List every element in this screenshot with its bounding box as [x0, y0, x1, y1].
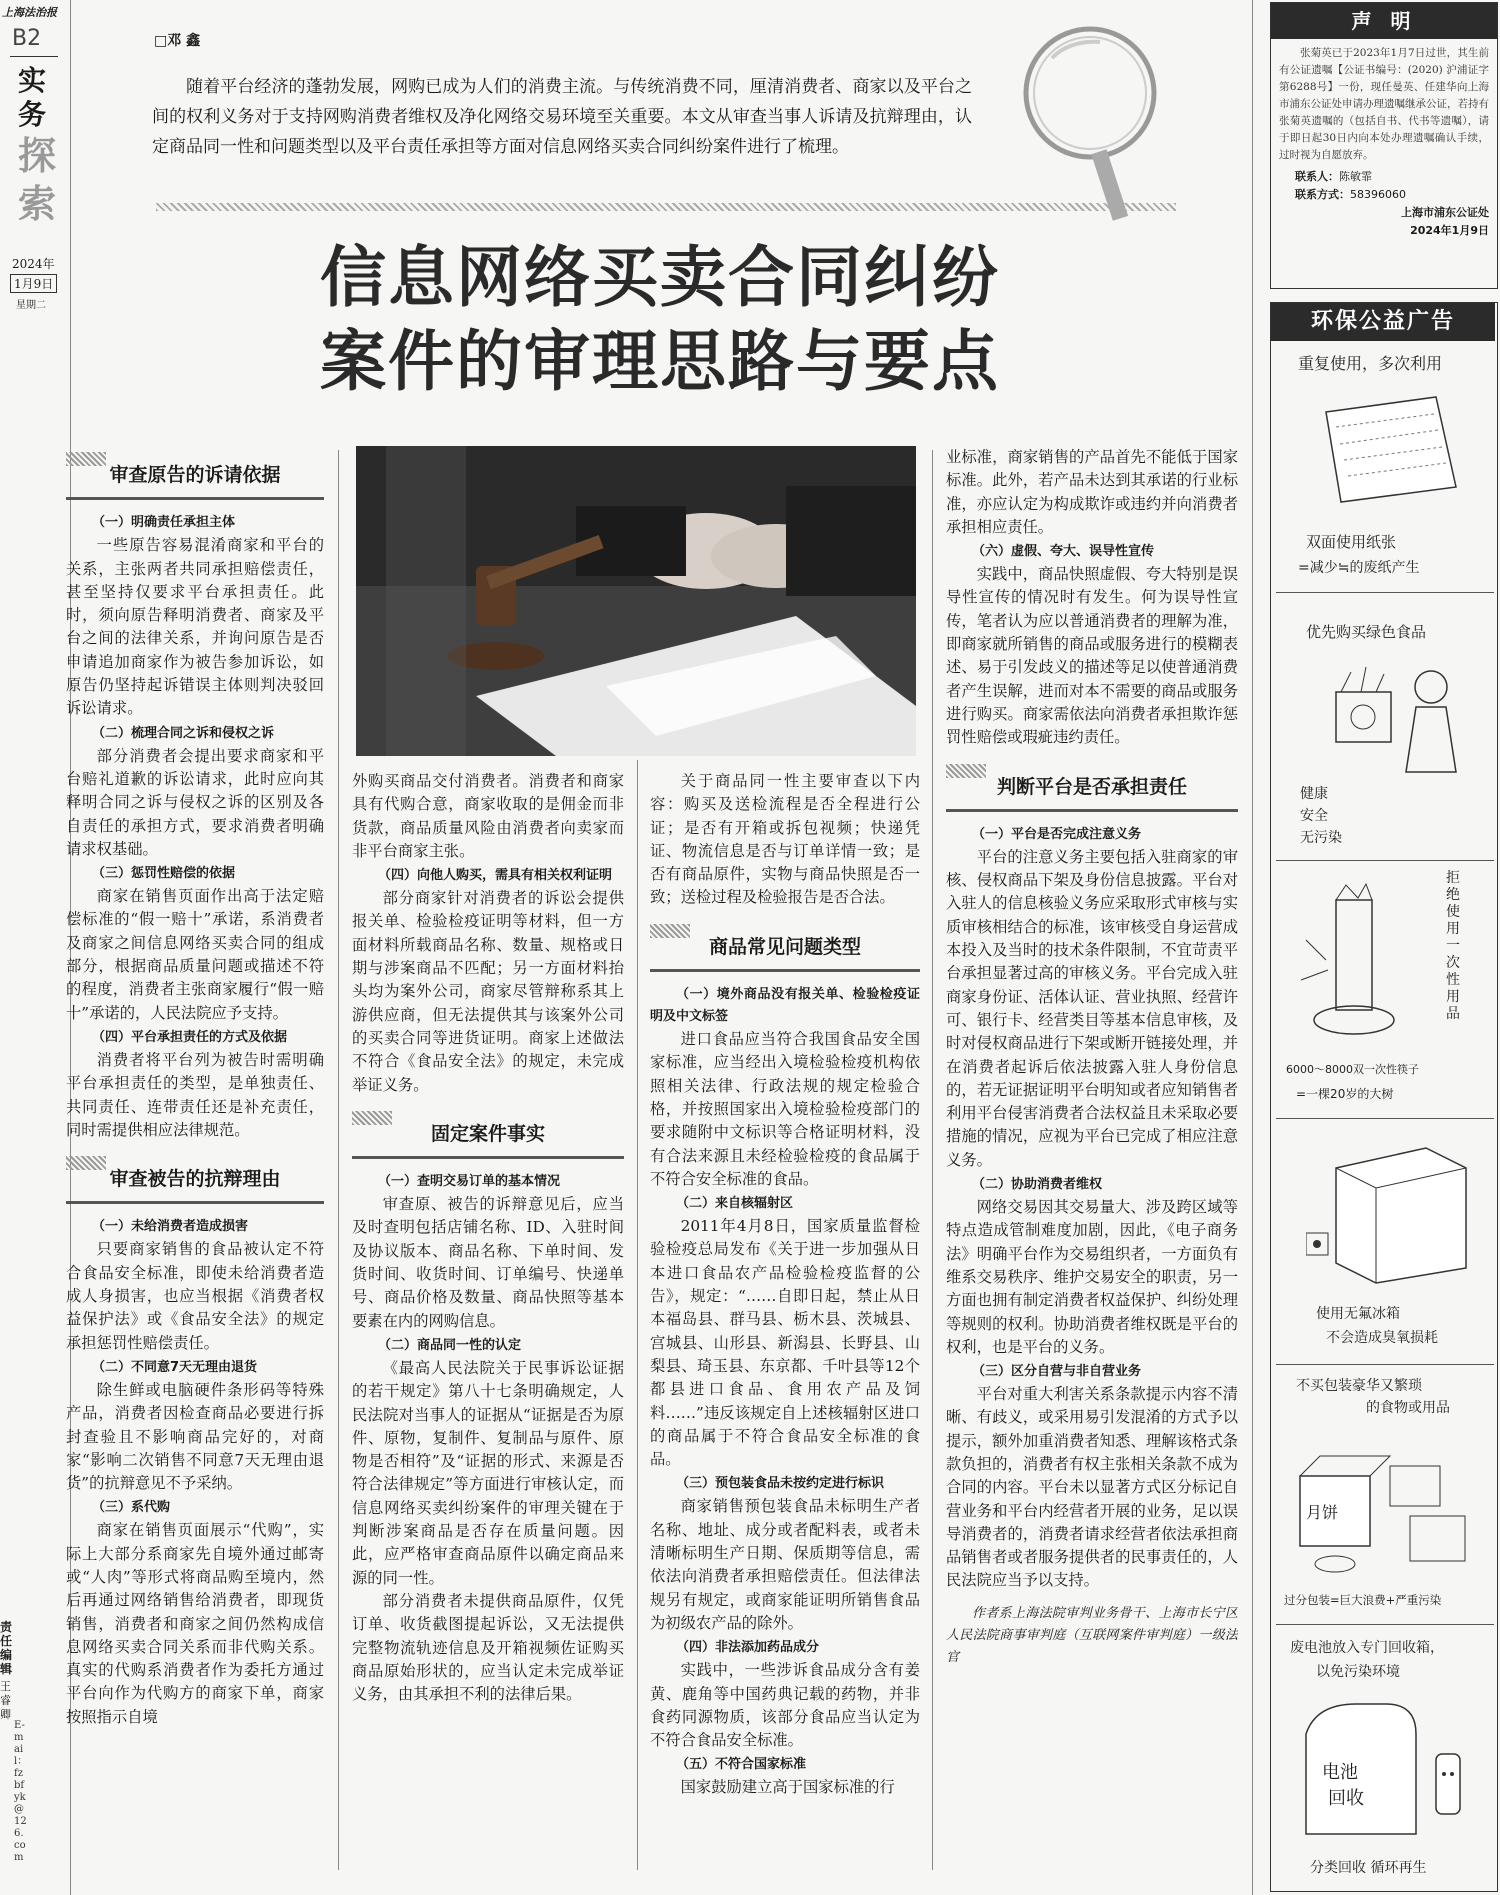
subsection-title: （二）协助消费者维权	[972, 1177, 1103, 1193]
subsection-title: （六）虚假、夸大、误导性宣传	[972, 544, 1155, 560]
headline-line-1: 信息网络买卖合同纠纷	[320, 239, 1000, 316]
subsection-title: （三）系代购	[92, 1500, 171, 1516]
subsection-title: （三）惩罚性赔偿的依据	[92, 866, 236, 882]
paragraph: 《最高人民法院关于民事诉讼证据的若干规定》第八十七条明确规定，人民法院对当事人的证据从“证据是否为原件、原物，复制件、复制品与原件、原物是否相符”及“证据的形式、来源是否符合法律规定”等方面进行审核认定，而信息网络买卖纠纷案件的审理关键在于判断涉案商品是否存在质量问题。因此，应严格审查商品原件以确定商品来源的同一性。	[352, 1358, 624, 1587]
weekday: 星期二	[16, 300, 46, 311]
ad-panel-chopsticks	[1276, 860, 1494, 1119]
subsection-title: （五）不符合国家标准	[676, 1757, 807, 1773]
lead-paragraph: 随着平台经济的蓬勃发展，网购已成为人们的消费主流。与传统消费不同，厘清消费者、商家以及平台之间的权利义务对于支持网购消费者维权及净化网络交易环境至关重要。本文从审查当事人诉请及抗辩理由，认定商品同一性和问题类型以及平台责任承担等方面对信息网络买卖合同纠纷案件进行了梳理。	[152, 77, 972, 157]
phone-label: 联系方式：	[1295, 188, 1350, 201]
header-divider	[156, 203, 1176, 211]
headline	[280, 236, 1040, 404]
paragraph: 只要商家销售的食品被认定不符合食品安全标准，即使未给消费者造成人身损害，也应当根据《消费者权益保护法》或《食品安全法》的规定承担惩罚性赔偿责任。	[66, 1240, 324, 1352]
section-heading: 判断平台是否承担责任	[946, 764, 1238, 812]
subsection-title: （一）查明交易订单的基本情况	[378, 1174, 561, 1190]
subsection-title: （二）不同意7天无理由退货	[92, 1359, 258, 1375]
paragraph: 部分商家针对消费者的诉讼会提供报关单、检验检疫证明等材料，但一方面材料所载商品名称、数量、规格或日期与涉案商品不匹配；另一方面材料抬头均为案外公司，商家尽管辩称系其上游供应商，但无法提供其与该案外公司的买卖合同等进货证明。商家上述做法不符合《食品安全法》的规定，未完成举证义务。	[352, 889, 624, 1094]
paper-logo: 上海法治报	[2, 6, 57, 19]
section-heading: 审查被告的抗辩理由	[66, 1156, 324, 1204]
ad-char: 一	[1446, 938, 1460, 954]
masthead	[0, 0, 70, 1895]
ad-char: 拒	[1446, 870, 1460, 886]
section-name	[18, 64, 57, 228]
paragraph: 国家鼓励建立高于国家标准的行	[680, 1778, 895, 1797]
paragraph: 2011年4月8日，国家质量监督检验检疫总局发布《关于进一步加强从日本进口食品农产品检验检疫监督的公告》，规定：“……自即日起，禁止从日本福岛县、群马县、栃木县、茨城县、宫城县、山形县、新潟县、长野县、山梨县、琦玉县、东京都、千叶县等12个都县进口食品、食用农产品及饲料……”违反该规定自上述核辐射区进口的商品属于不符合食品安全标准的食品。	[650, 1217, 920, 1469]
ad-caption: 以免污染环境	[1316, 1664, 1400, 1680]
vertical-slogan	[1446, 870, 1464, 1023]
ad-char: 次	[1446, 955, 1460, 971]
ad-caption: 的食物或用品	[1366, 1400, 1450, 1416]
column-2	[352, 770, 624, 1882]
paragraph: 实践中，商品快照虚假、夸大特别是误导性宣传的情况时有发生。何为误导性宣传，笔者认为应以普通消费者的理解为准，即商家就所销售的商品或服务进行的模糊表述、易于引发歧义的描述等足以使普通消费者产生误解，进而对本不需要的商品或服务进行购买。商家需依法向消费者承担欺诈惩罚性赔偿或瑕疵违约责任。	[946, 565, 1238, 747]
ad-panel-paper	[1276, 342, 1494, 593]
mooncake-label: 月饼	[1306, 1503, 1339, 1522]
section-heading: 商品常见问题类型	[650, 924, 920, 972]
paragraph: 进口食品应当符合我国食品安全国家标准，应当经出入境检验检疫机构依照相关法律、行政法规的规定检验合格，并按照国家出入境检验检疫部门的要求随附中文标识等合格证明材料，没有合法来源且未经检验检疫的食品属于不符合安全标准的食品。	[650, 1030, 920, 1188]
ad-caption: 重复使用，多次利用	[1298, 354, 1443, 373]
ad-caption: 无污染	[1300, 830, 1342, 846]
bin-label: 电池	[1322, 1762, 1358, 1783]
page-number: B2	[12, 26, 42, 51]
ad-panel-fridge	[1276, 1118, 1494, 1365]
subsection-title: （一）境外商品没有报关单、检验检疫证明及中文标签	[650, 987, 920, 1025]
ad-panel-green-food	[1276, 592, 1494, 861]
paragraph: 消费者将平台列为被告时需明确平台承担责任的类型，是单独责任、共同责任、连带责任还是补充责任，同时需提供相应法律规范。	[66, 1050, 324, 1139]
ad-caption: 健康	[1300, 786, 1328, 802]
headline-line-2: 案件的审理思路与要点	[320, 323, 1000, 400]
date-year: 2024年	[12, 257, 55, 271]
paragraph: 业标准，商家销售的产品首先不能低于国家标准。此外，若产品未达到其承诺的行业标准，亦应认定为构成欺诈或违约并向消费者承担相应责任。	[946, 448, 1238, 536]
paragraph: 商家在销售页面展示“代购”，实际上大部分系商家先自境外通过邮寄或“人肉”等形式将商品购至境内，然后再通过网络销售给消费者，即现货销售，消费者和商家之间仍然构成信息网络买卖合同关系而非代购关系。真实的代购系消费者作为委托方通过平台向作为代购方的商家下单，商家按照指示自境	[66, 1521, 324, 1726]
ad-char: 性	[1446, 972, 1460, 988]
ad-char: 绝	[1446, 887, 1460, 903]
paragraph: 商家在销售页面作出高于法定赔偿标准的“假一赔十”承诺，系消费者及商家之间信息网络买卖合同的组成部分，根据商品质量问题或描述不符的程度，消费者主张商家履行“假一赔十”承诺的，人民法院应予支持。	[66, 887, 324, 1022]
ad-char: 品	[1446, 1006, 1460, 1022]
column-4	[946, 446, 1238, 1882]
phone-number: 58396060	[1350, 188, 1406, 201]
notice-contact	[1295, 168, 1489, 186]
paragraph: 外购买商品交付消费者。消费者和商家具有代购合意，商家收取的是佣金而非货款，商品质量风险由消费者向卖家而非平台商家主张。	[352, 772, 624, 860]
ad-title: 环保公益广告	[1271, 303, 1495, 341]
paper-stack-icon	[1316, 392, 1466, 512]
ad-char: 用	[1446, 921, 1460, 937]
ad-caption: =减少≒的废纸产生	[1298, 560, 1420, 576]
paragraph: 平台对重大利害关系条款提示内容不清晰、有歧义，或采用易引发混淆的方式予以提示，额外加重消费者知悉、理解该格式条款负担的，消费者有权主张相关条款不成为合同的内容。平台未以显著方式区分标记自营业务和平台内经营者开展的业务，足以误导消费者的，消费者请求经营者依法承担商品销售者或者服务提供者的民事责任的，人民法院应当予以支持。	[946, 1385, 1238, 1590]
notice-body: 张菊英已于2023年1月7日过世，其生前有公证遗嘱【公证书编号：(2020) 沪浦证字第6288号】一份，现任曼英、任建华向上海市浦东公证处申请办理遗嘱继承公证，若持有张菊英遗嘱的（包括自书、代书等遗嘱），请于即日起30日内向本处办理遗嘱确认手续，过时视为自愿放弃。	[1279, 47, 1489, 161]
article-photo	[356, 446, 916, 756]
shopping-girl-icon	[1326, 662, 1476, 782]
author: □邓 鑫	[154, 33, 201, 49]
ad-caption: 6000～8000双一次性筷子	[1286, 1063, 1419, 1076]
paragraph: 实践中，一些涉诉食品成分含有姜黄、鹿角等中国药典记载的药物，并非食药同源物质，该部分食品应当认定为不符合食品安全标准。	[650, 1661, 920, 1750]
notice-title: 声 明	[1271, 3, 1497, 39]
section-char: 索	[18, 182, 57, 226]
subsection-title: （二）梳理合同之诉和侵权之诉	[92, 725, 275, 741]
magnifier-icon	[1000, 18, 1180, 228]
author-byline: 作者系上海法院审判业务骨干、上海市长宁区人民法院商事审判庭（互联网案件审判庭）一级法官	[946, 1605, 1238, 1665]
ad-caption: 不会造成臭氧损耗	[1326, 1330, 1438, 1346]
paragraph: 平台的注意义务主要包括入驻商家的审核、侵权商品下架及身份信息披露。平台对入驻人的信息核验义务应采取形式审核与实质审核相结合的标准，该审核受自身运营成本投入及当时的技术条件限制，不宜苛责平台承担显著过高的审核义务。平台完成入驻商家身份证、活体认证、营业执照、经营许可、银行卡、经营类目等基本信息审核，及时对侵权商品进行下架或断开链接处理，并在消费者起诉后依法披露入驻人身份信息的，若无证据证明平台明知或者应知销售者利用平台侵害消费者合法权益且未采取必要措施的情况，应视为平台已完成了相应注意义务。	[946, 847, 1238, 1169]
paragraph: 部分消费者会提出要求商家和平台赔礼道歉的诉讼请求，此时应向其释明合同之诉与侵权之诉的区别及各自责任的承担方式，要求消费者明确请求权基础。	[66, 746, 324, 858]
editor-label: 责任编辑	[0, 1620, 13, 1676]
editor-email: E-mail：fzbfyk@126.com	[14, 1720, 28, 1863]
ad-caption: 使用无氟冰箱	[1316, 1306, 1400, 1322]
paragraph: 审查原、被告的诉辩意见后，应当及时查明包括店铺名称、ID、入驻时间及协议版本、商品名称、下单时间、发货时间、收货时间、订单编号、快递单号、商品价格及数量、商品快照等基本要素在内的网购信息。	[352, 1195, 624, 1330]
ad-char: 用	[1446, 989, 1460, 1005]
section-char: 务	[18, 98, 47, 131]
contact-name: 陈敏霏	[1339, 170, 1372, 183]
subsection-title: （三）区分自营与非自营业务	[972, 1364, 1142, 1380]
subsection-title: （二）商品同一性的认定	[378, 1337, 522, 1353]
subsection-title: （一）未给消费者造成损害	[92, 1219, 249, 1235]
subsection-title: （四）非法添加药品成分	[676, 1640, 820, 1656]
section-heading: 固定案件事实	[352, 1111, 624, 1159]
ad-caption: 不买包装豪华又繁琐	[1296, 1378, 1422, 1394]
ad-panel-battery	[1276, 1624, 1494, 1890]
date-monthday: 1月9日	[10, 274, 57, 293]
subsection-title: （二）来自核辐射区	[676, 1196, 794, 1212]
paragraph: 商家销售预包装食品未标明生产者名称、地址、成分或者配料表，或者未清晰标明生产日期、保质期等信息，需依法向消费者承担赔偿责任。但法律法规另有规定，或商家能证明所销售食品为初级农产品的除外。	[650, 1497, 920, 1632]
paragraph: 一些原告容易混淆商家和平台的关系，主张两者共同承担赔偿责任，甚至坚持仅要求平台承担责任。此时，须向原告释明消费者、商家及平台之间的法律关系，并询问原告是否申请追加商家作为被告参加诉讼，如原告仍坚持起诉错误主体则判决驳回诉讼请求。	[66, 536, 324, 718]
notice-phone	[1295, 186, 1489, 204]
notice-org: 上海市浦东公证处	[1401, 206, 1489, 219]
refrigerator-icon	[1306, 1138, 1476, 1288]
ad-caption: =一棵20岁的大树	[1296, 1087, 1394, 1101]
ad-caption: 废电池放入专门回收箱，	[1290, 1640, 1444, 1656]
column-3	[650, 770, 920, 1882]
paragraph: 部分消费者未提供商品原件，仅凭订单、收货截图提起诉讼，又无法提供完整物流轨迹信息及开箱视频佐证购买商品原始形状的，应当认定未完成举证义务，由其承担不利的法律后果。	[352, 1591, 624, 1704]
notice-date: 2024年1月9日	[1410, 224, 1489, 237]
ad-panel-packaging	[1276, 1364, 1494, 1625]
ad-caption: 分类回收 循环再生	[1310, 1860, 1427, 1876]
ad-caption: 优先购买绿色食品	[1306, 623, 1427, 641]
ad-caption: 安全	[1300, 808, 1328, 824]
subsection-title: （一）平台是否完成注意义务	[972, 826, 1142, 842]
paragraph: 关于商品同一性主要审查以下内容：购买及送检流程是否全程进行公证；是否有开箱或拆包视频；快递凭证、物流信息是否与订单详情一致；是否有商品原件，实物与商品快照是否一致；送检过程及检验报告是否合法。	[650, 772, 920, 907]
paragraph: 网络交易因其交易量大、涉及跨区域等特点造成管制难度加剧，因此，《电子商务法》明确平台作为交易组织者，一方面负有维系交易秩序、维护交易安全的职责，另一方面也拥有制定消费者权益保护、纠纷处理等规则的权利。协助消费者维权既是平台的权利，也是平台的义务。	[946, 1198, 1238, 1356]
section-char: 实	[18, 64, 47, 97]
subsection-title: （四）平台承担责任的方式及依据	[92, 1029, 288, 1045]
paragraph: 除生鲜或电脑硬件条形码等特殊产品，消费者因检查商品必要进行拆封查验且不影响商品完好的，对商家“影响二次销售不同意7天无理由退货”的抗辩意见不予采纳。	[66, 1380, 324, 1493]
legal-notice	[1270, 2, 1498, 289]
contact-label: 联系人：	[1295, 170, 1339, 183]
ad-caption: 过分包装=巨大浪费+严重污染	[1284, 1593, 1442, 1607]
subsection-title: （一）明确责任承担主体	[92, 515, 236, 531]
bin-label: 回收	[1328, 1788, 1364, 1809]
subsection-title: （四）向他人购买，需具有相关权利证明	[378, 868, 613, 884]
section-heading: 审查原告的诉请依据	[66, 452, 324, 500]
column-1	[66, 452, 324, 1882]
editor-name: 王睿卿	[0, 1680, 11, 1721]
ad-caption: 双面使用纸张	[1306, 533, 1397, 551]
editor-line	[0, 1620, 30, 1880]
ad-char: 使	[1446, 904, 1460, 920]
tree-stump-icon	[1296, 880, 1426, 1060]
section-char: 探	[18, 134, 57, 178]
subsection-title: （三）预包装食品未按约定进行标识	[676, 1476, 885, 1492]
